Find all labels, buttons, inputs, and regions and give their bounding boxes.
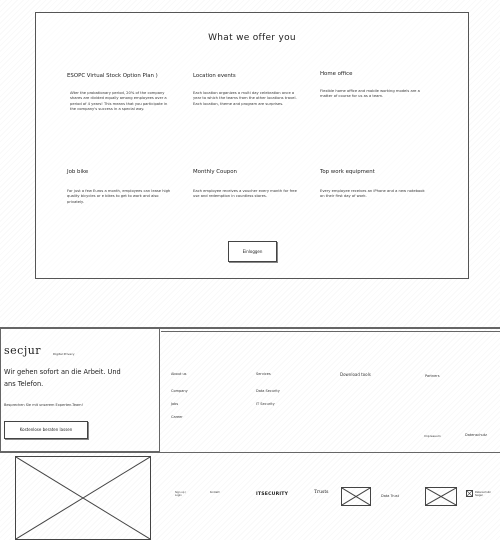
- offer-card: [67, 71, 172, 113]
- offer-card-body: Every employee receives an iPhone and a new notebook on their first day of work.: [320, 189, 425, 199]
- brand-logo-trusts: Trusts: [314, 490, 329, 495]
- footer-contact-panel: [0, 328, 160, 452]
- offer-card-body: Each employee receives a voucher every month for free use and redemption in countless stores.: [193, 189, 297, 199]
- offer-card-title: Top work equipment: [320, 169, 375, 175]
- badge-label: Datenschutz Siegel: [475, 491, 491, 497]
- offer-card-title: Location events: [193, 73, 236, 79]
- imprint-link[interactable]: Impressum: [424, 434, 441, 438]
- footer-column-title: Partners: [425, 374, 440, 378]
- footer-column-title: Download tools: [340, 372, 371, 377]
- offer-card: [320, 69, 425, 100]
- footer-link[interactable]: IT Security: [256, 402, 275, 406]
- bottom-link[interactable]: Sign up / Login: [175, 491, 187, 497]
- partner-logo-placeholder: [341, 487, 371, 506]
- offer-section: [35, 12, 469, 279]
- privacy-link[interactable]: Datenschutz: [465, 433, 487, 437]
- offer-card: [320, 167, 425, 200]
- offer-card-body: For just a few Euros a month, employees can lease high quality bicycles or e bikes to get to work and also privately.: [67, 189, 171, 204]
- brand-logo-itsecurity: ITSECURITY: [256, 492, 289, 497]
- badge-icon: [466, 490, 473, 497]
- image-placeholder: [15, 456, 151, 540]
- footer-link[interactable]: About us: [171, 372, 187, 376]
- offer-title: What we offer you: [208, 33, 296, 43]
- login-button[interactable]: Einloggen: [228, 241, 277, 262]
- footer-link[interactable]: Data Security: [256, 389, 280, 393]
- partner-label: Data Trust: [381, 494, 399, 498]
- offer-card-body: Each location organizes a multi day celebration once a year to which the teams from the other locations travel. Each location, theme and program are surprises.: [193, 91, 297, 106]
- footer-headline: Wir gehen sofort an die Arbeit. Und ans Telefon.: [4, 368, 121, 388]
- offer-card: [193, 167, 298, 200]
- bottom-link[interactable]: Kontakt: [210, 491, 220, 494]
- offer-card-title: Job bike: [67, 169, 89, 175]
- footer-links-panel: [161, 331, 500, 452]
- brand-logo[interactable]: secjur: [4, 344, 42, 357]
- footer-subline: Besprechen Sie mit unserem Experten-Team!: [4, 403, 83, 407]
- offer-card-title: Home office: [320, 71, 353, 77]
- footer-link[interactable]: Career: [171, 415, 183, 419]
- partner-logo-placeholder: [425, 487, 457, 506]
- consultation-button[interactable]: Kostenlose beraten lassen: [4, 421, 88, 439]
- offer-card-title: Monthly Coupon: [193, 169, 237, 175]
- bottom-strip: [0, 452, 500, 540]
- offer-card-body: After the probationary period, 20% of the company shares are divided equally among employees over a period of 4 years! This means that you participate in the company's success in a special way.: [70, 91, 168, 112]
- offer-card-body: Flexible home office and mobile working models are a matter of course for us as a team.: [320, 89, 420, 99]
- brand-tagline: Digital Privacy: [53, 352, 75, 356]
- footer-link[interactable]: Company: [171, 389, 188, 393]
- offer-card: [67, 167, 172, 205]
- footer-link[interactable]: Jobs: [171, 402, 179, 406]
- offer-card-title: ESOPC Virtual Stock Option Plan ): [67, 73, 158, 79]
- offer-card: [193, 71, 298, 107]
- footer-link[interactable]: Services: [256, 372, 271, 376]
